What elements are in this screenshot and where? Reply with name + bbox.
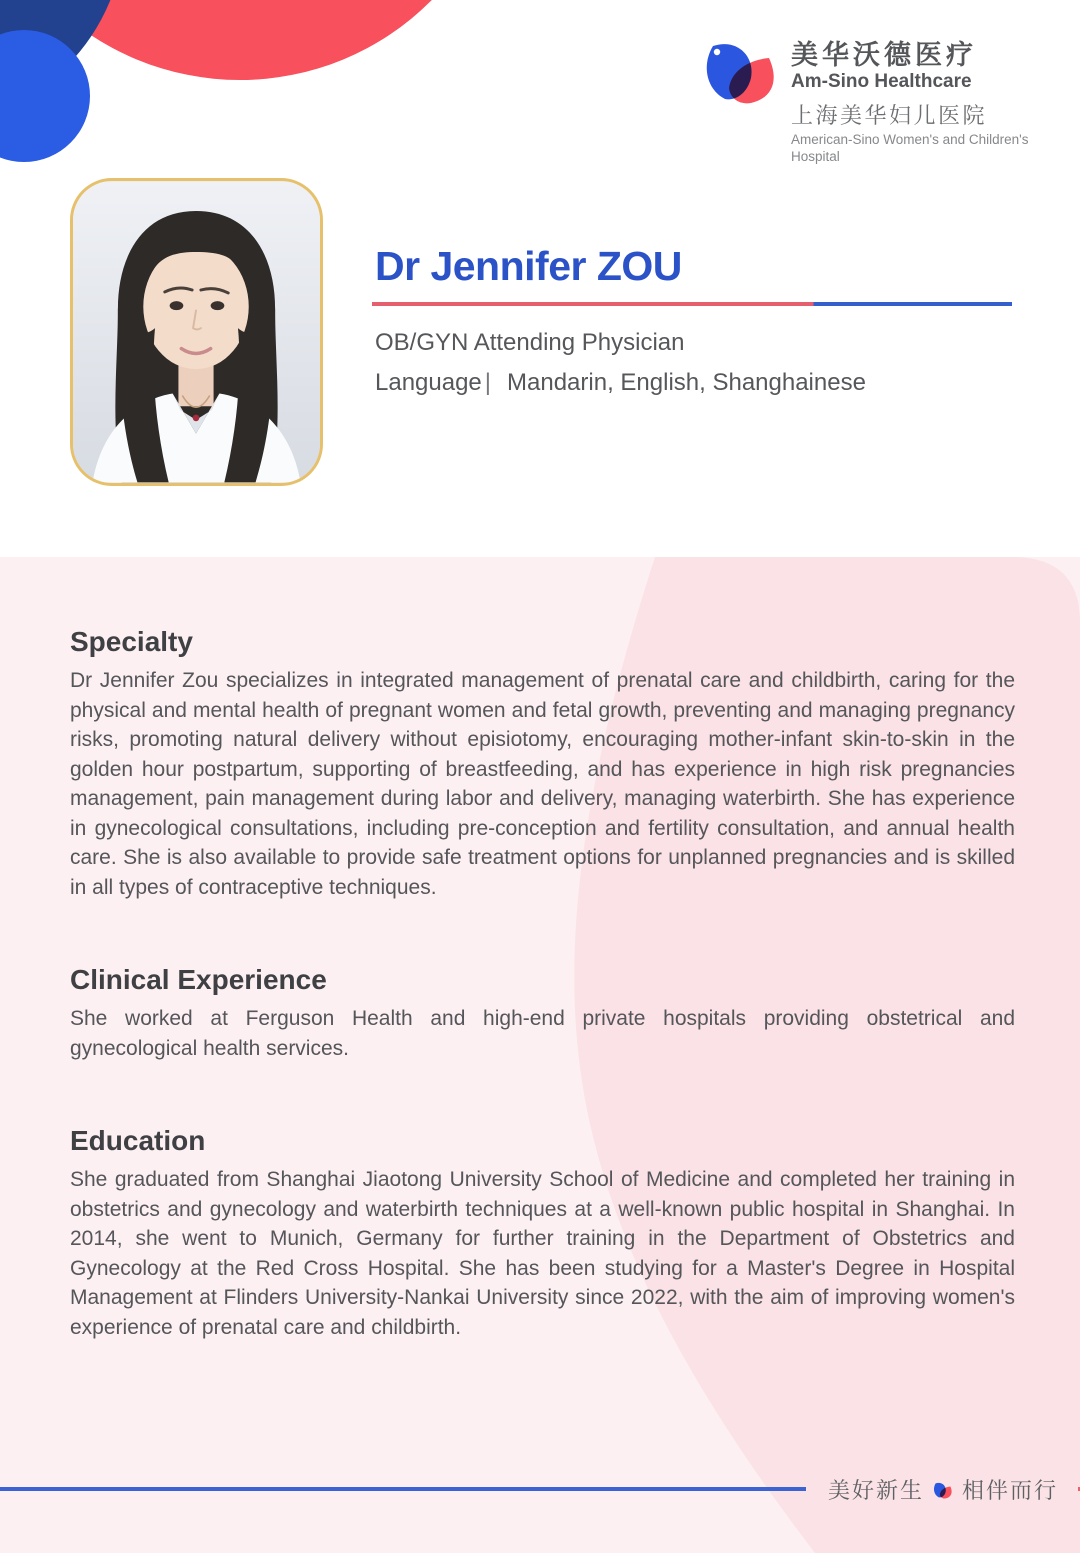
section-body: She worked at Ferguson Health and high-end private hospitals providing obstetrical and gynecological health services. [70,1007,1015,1060]
brand-logo [703,40,1080,165]
section-body: Dr Jennifer Zou specializes in integrated management of prenatal care and childbirth, caring for the physical and mental health of pregnant women and fetal growth, preventing and managing pregnancy risks, promoting natural delivery without episiotomy, encouraging mother-infant skin-to-skin in the golden hour postpartum, supporting of breastfeeding, and has experience in high risk pregnancies management, pain management during labor and delivery, managing waterbirth. She has experience in gynecological consultations, including pre-conception and fertility consultation, and annual health care. She is also available to provide safe treatment options for unplanned pregnancies and is skilled in all types of contraceptive techniques. [70,669,1015,899]
section-heading: Specialty [70,626,193,657]
hospital-name-en: American-Sino Women's and Children's Hospital [791,132,1029,164]
doctor-title: OB/GYN Attending Physician [375,329,685,356]
doctor-photo [70,178,323,486]
doctor-languages [375,369,866,397]
brand-title-en: Am-Sino Healthcare [791,71,972,92]
section-specialty [70,628,1015,902]
profile-sections [70,628,1015,1342]
footer-petal-icon [933,1481,953,1500]
section-education [70,1127,1015,1342]
brand-logo-text [791,40,1080,165]
footer [0,1477,1080,1501]
brand-title-zh: 美华沃德医疗 [791,40,977,70]
footer-slogan-left: 美好新生 [828,1477,925,1503]
doctor-name: Dr Jennifer ZOU [375,243,682,289]
footer-blue-line [0,1487,806,1491]
name-underline-divider [372,302,1012,306]
language-label: Language [375,369,482,396]
language-separator: | [484,369,492,396]
hospital-name-zh: 上海美华妇儿医院 [791,103,988,128]
language-values: Mandarin, English, Shanghainese [507,369,866,396]
section-clinical-experience [70,966,1015,1063]
section-heading: Education [70,1125,206,1156]
section-heading: Clinical Experience [70,964,327,995]
petal-logo-icon [703,40,779,110]
section-body: She graduated from Shanghai Jiaotong University School of Medicine and completed her training in obstetrics and gynecology and waterbirth techniques at a well-known public hospital in Shanghai. In 2014, she went to Munich, Germany for further training in the Department of Obstetrics and Gynecology at the Red Cross Hospital. She has been studying for a Master's Degree in Hospital Management at Flinders University-Nankai University since 2022, with the aim of improving women's experience of prenatal care and childbirth. [70,1168,1015,1339]
footer-slogan-right: 相伴而行 [962,1477,1059,1503]
